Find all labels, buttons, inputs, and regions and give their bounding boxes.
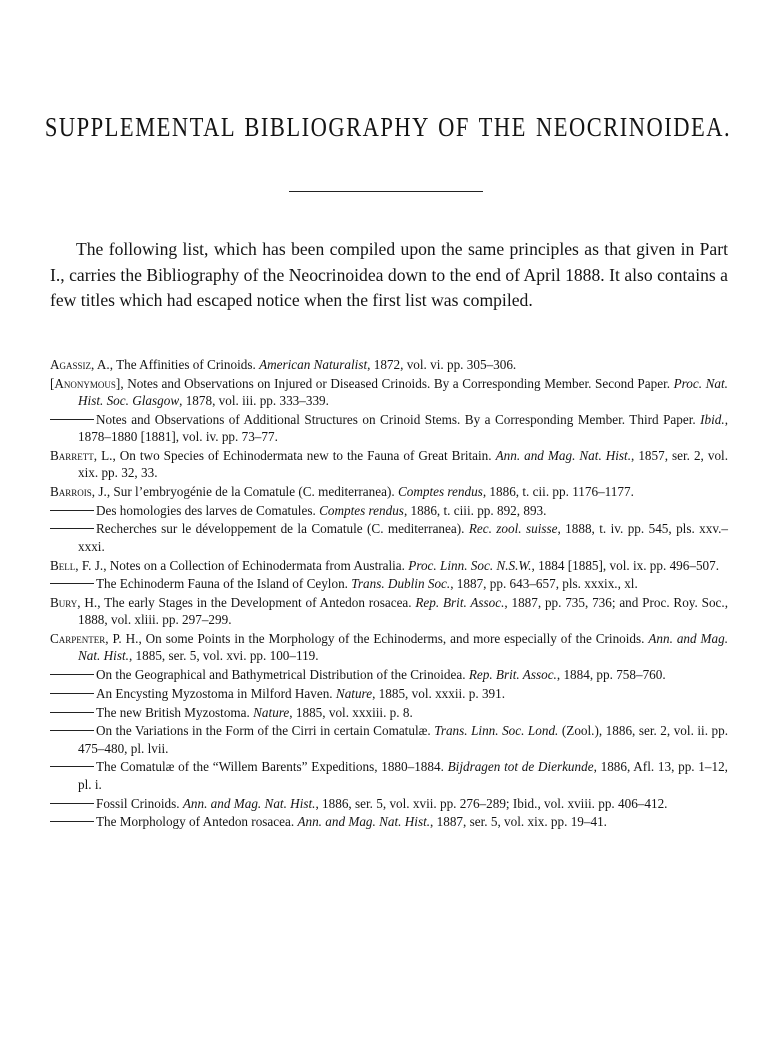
bibliography-entry	[50, 502, 728, 519]
entry-title: The Morphology of Antedon rosacea.	[96, 814, 298, 830]
entry-journal: Proc. Nat. Hist. Soc. Glasgow	[78, 375, 728, 409]
ditto-dash	[50, 693, 94, 694]
entry-title: , Sur l’embryogénie de la Comatule (C. mediterranea).	[106, 484, 398, 500]
entry-author: [Anonymous]	[50, 375, 121, 391]
ditto-dash	[50, 528, 94, 529]
bibliography-entry	[50, 594, 728, 629]
entry-journal: Rec. zool. suisse	[468, 521, 558, 537]
entry-reference: , 1884, pp. 758–760.	[556, 667, 666, 683]
bibliography-list	[50, 356, 728, 832]
entry-author: Barrett, L.	[50, 447, 113, 463]
entry-journal: Comptes rendus	[397, 484, 483, 500]
entry-reference: (Zool.), 1886, ser. 2, vol. ii. pp. 475–480, pl. lvii.	[78, 723, 728, 756]
entry-journal: Ann. and Mag. Nat. Hist.	[297, 814, 431, 830]
entry-author: Carpenter, P. H.	[50, 631, 139, 647]
title-rule	[289, 191, 483, 192]
entry-reference: , 1887, ser. 5, vol. xix. pp. 19–41.	[430, 814, 607, 830]
entry-journal: Ann. and Mag. Nat. Hist.	[78, 631, 728, 664]
entry-reference: , 1878–1880 [1881], vol. iv. pp. 73–77.	[78, 411, 728, 445]
entry-journal: Nature	[253, 704, 290, 720]
entry-title: On the Geographical and Bathymetrical Distribution of the Crinoidea.	[96, 667, 469, 683]
entry-author: Bury, H.	[50, 594, 98, 610]
entry-journal: American Naturalist	[259, 357, 368, 372]
entry-title: Recherches sur le développement de la Comatule (C. mediterranea).	[96, 521, 469, 537]
entry-reference: , 1888, t. iv. pp. 545, pls. xxv.–xxxi.	[78, 521, 728, 554]
entry-title: , Notes on a Collection of Echinodermata from Australia.	[103, 557, 409, 573]
entry-title: Fossil Crinoids.	[96, 795, 183, 811]
ditto-dash	[50, 821, 94, 822]
entry-title: The Comatulæ of the “Willem Barents” Expeditions, 1880–1884.	[96, 759, 448, 775]
entry-journal: Rep. Brit. Assoc.	[415, 594, 505, 610]
bibliography-entry	[50, 813, 728, 830]
entry-reference: , 1885, ser. 5, vol. xvi. pp. 100–119.	[128, 648, 319, 664]
bibliography-entry	[50, 630, 728, 665]
bibliography-entry	[50, 722, 728, 757]
bibliography-entry	[50, 520, 728, 555]
ditto-dash	[50, 803, 94, 804]
entry-title: , On some Points in the Morphology of the Echinoderms, and more especially of the Crinoids.	[138, 631, 649, 647]
ditto-dash	[50, 712, 94, 713]
entry-title: An Encysting Myzostoma in Milford Haven.	[96, 685, 336, 701]
bibliography-entry	[50, 795, 728, 812]
intro-paragraph: The following list, which has been compiled upon the same principles as that given in Part I., carries the Bibliography of the Neocrinoidea down to the end of April 1888. It also contains a few titles which had escaped notice when the first list was compiled.	[50, 239, 728, 310]
entry-title: Notes and Observations of Additional Structures on Crinoid Stems. By a Corresponding Member. Third Paper.	[96, 411, 701, 427]
entry-reference: , 1872, vol. vi. pp. 305–306.	[367, 357, 517, 372]
entry-journal: Comptes rendus	[319, 502, 404, 518]
entry-author: Bell, F. J.	[50, 557, 104, 573]
entry-journal: Ann. and Mag. Nat. Hist.	[182, 795, 316, 811]
entry-reference: , 1886, Afl. 13, pp. 1–12, pl. i.	[78, 759, 728, 792]
entry-reference: , 1878, vol. iii. pp. 333–339.	[179, 393, 329, 409]
entry-reference: , 1886, t. cii. pp. 1176–1177.	[482, 484, 634, 500]
entry-reference: , 1885, vol. xxxii. p. 391.	[372, 685, 506, 701]
entry-title: The Echinoderm Fauna of the Island of Ceylon.	[96, 576, 352, 592]
bibliography-entry	[50, 758, 728, 793]
entry-reference: , 1887, pp. 735, 736; and Proc. Roy. Soc., 1888, vol. xliii. pp. 297–299.	[78, 594, 728, 628]
bibliography-entry	[50, 557, 728, 574]
bibliography-entry	[50, 704, 728, 721]
bibliography-entry	[50, 483, 728, 500]
entry-reference: , 1887, pp. 643–657, pls. xxxix., xl.	[450, 576, 638, 592]
entry-journal: Rep. Brit. Assoc.	[468, 667, 557, 683]
bibliography-entry	[50, 375, 728, 410]
entry-title: , The early Stages in the Development of Antedon rosacea.	[97, 594, 416, 610]
ditto-dash	[50, 419, 94, 420]
entry-journal: Bijdragen tot de Dierkunde	[447, 759, 594, 775]
entry-journal: Trans. Dublin Soc.	[351, 576, 451, 592]
entry-journal: Proc. Linn. Soc. N.S.W.	[408, 557, 532, 573]
entry-author: Agassiz, A.	[50, 357, 110, 372]
bibliography-entry	[50, 685, 728, 702]
entry-title: The new British Myzostoma.	[96, 704, 254, 720]
ditto-dash	[50, 510, 94, 511]
page-title: SUPPLEMENTAL BIBLIOGRAPHY OF THE NEOCRINOIDEA.	[44, 112, 732, 142]
entry-journal: Ibid.	[700, 411, 725, 427]
entry-title: , On two Species of Echinodermata new to the Fauna of Great Britain.	[112, 447, 496, 463]
bibliography-entry	[50, 411, 728, 446]
entry-journal: Nature	[335, 685, 373, 701]
ditto-dash	[50, 583, 94, 584]
entry-title: , The Affinities of Crinoids.	[109, 357, 260, 372]
entry-reference: , 1884 [1885], vol. ix. pp. 496–507.	[531, 557, 720, 573]
entry-reference: , 1886, t. ciii. pp. 892, 893.	[403, 502, 547, 518]
ditto-dash	[50, 730, 94, 731]
entry-journal: Ann. and Mag. Nat. Hist.	[495, 447, 632, 463]
entry-reference: , 1885, vol. xxxiii. p. 8.	[289, 704, 413, 720]
entry-title: On the Variations in the Form of the Cirri in certain Comatulæ.	[96, 723, 435, 739]
bibliography-entry	[50, 575, 728, 592]
entry-reference: , 1857, ser. 2, vol. xix. pp. 32, 33.	[78, 447, 729, 481]
bibliography-entry	[50, 666, 728, 683]
ditto-dash	[50, 674, 94, 675]
ditto-dash	[50, 766, 94, 767]
entry-title: , Notes and Observations on Injured or Diseased Crinoids. By a Corresponding Member. Second Paper.	[120, 375, 674, 391]
entry-title: Des homologies des larves de Comatules.	[96, 502, 320, 518]
entry-reference: , 1886, ser. 5, vol. xvii. pp. 276–289; Ibid., vol. xviii. pp. 406–412.	[315, 795, 668, 811]
bibliography-entry	[50, 447, 728, 482]
entry-author: Barrois, J.	[50, 484, 107, 500]
bibliography-entry	[50, 356, 728, 373]
entry-journal: Trans. Linn. Soc. Lond.	[434, 723, 559, 739]
